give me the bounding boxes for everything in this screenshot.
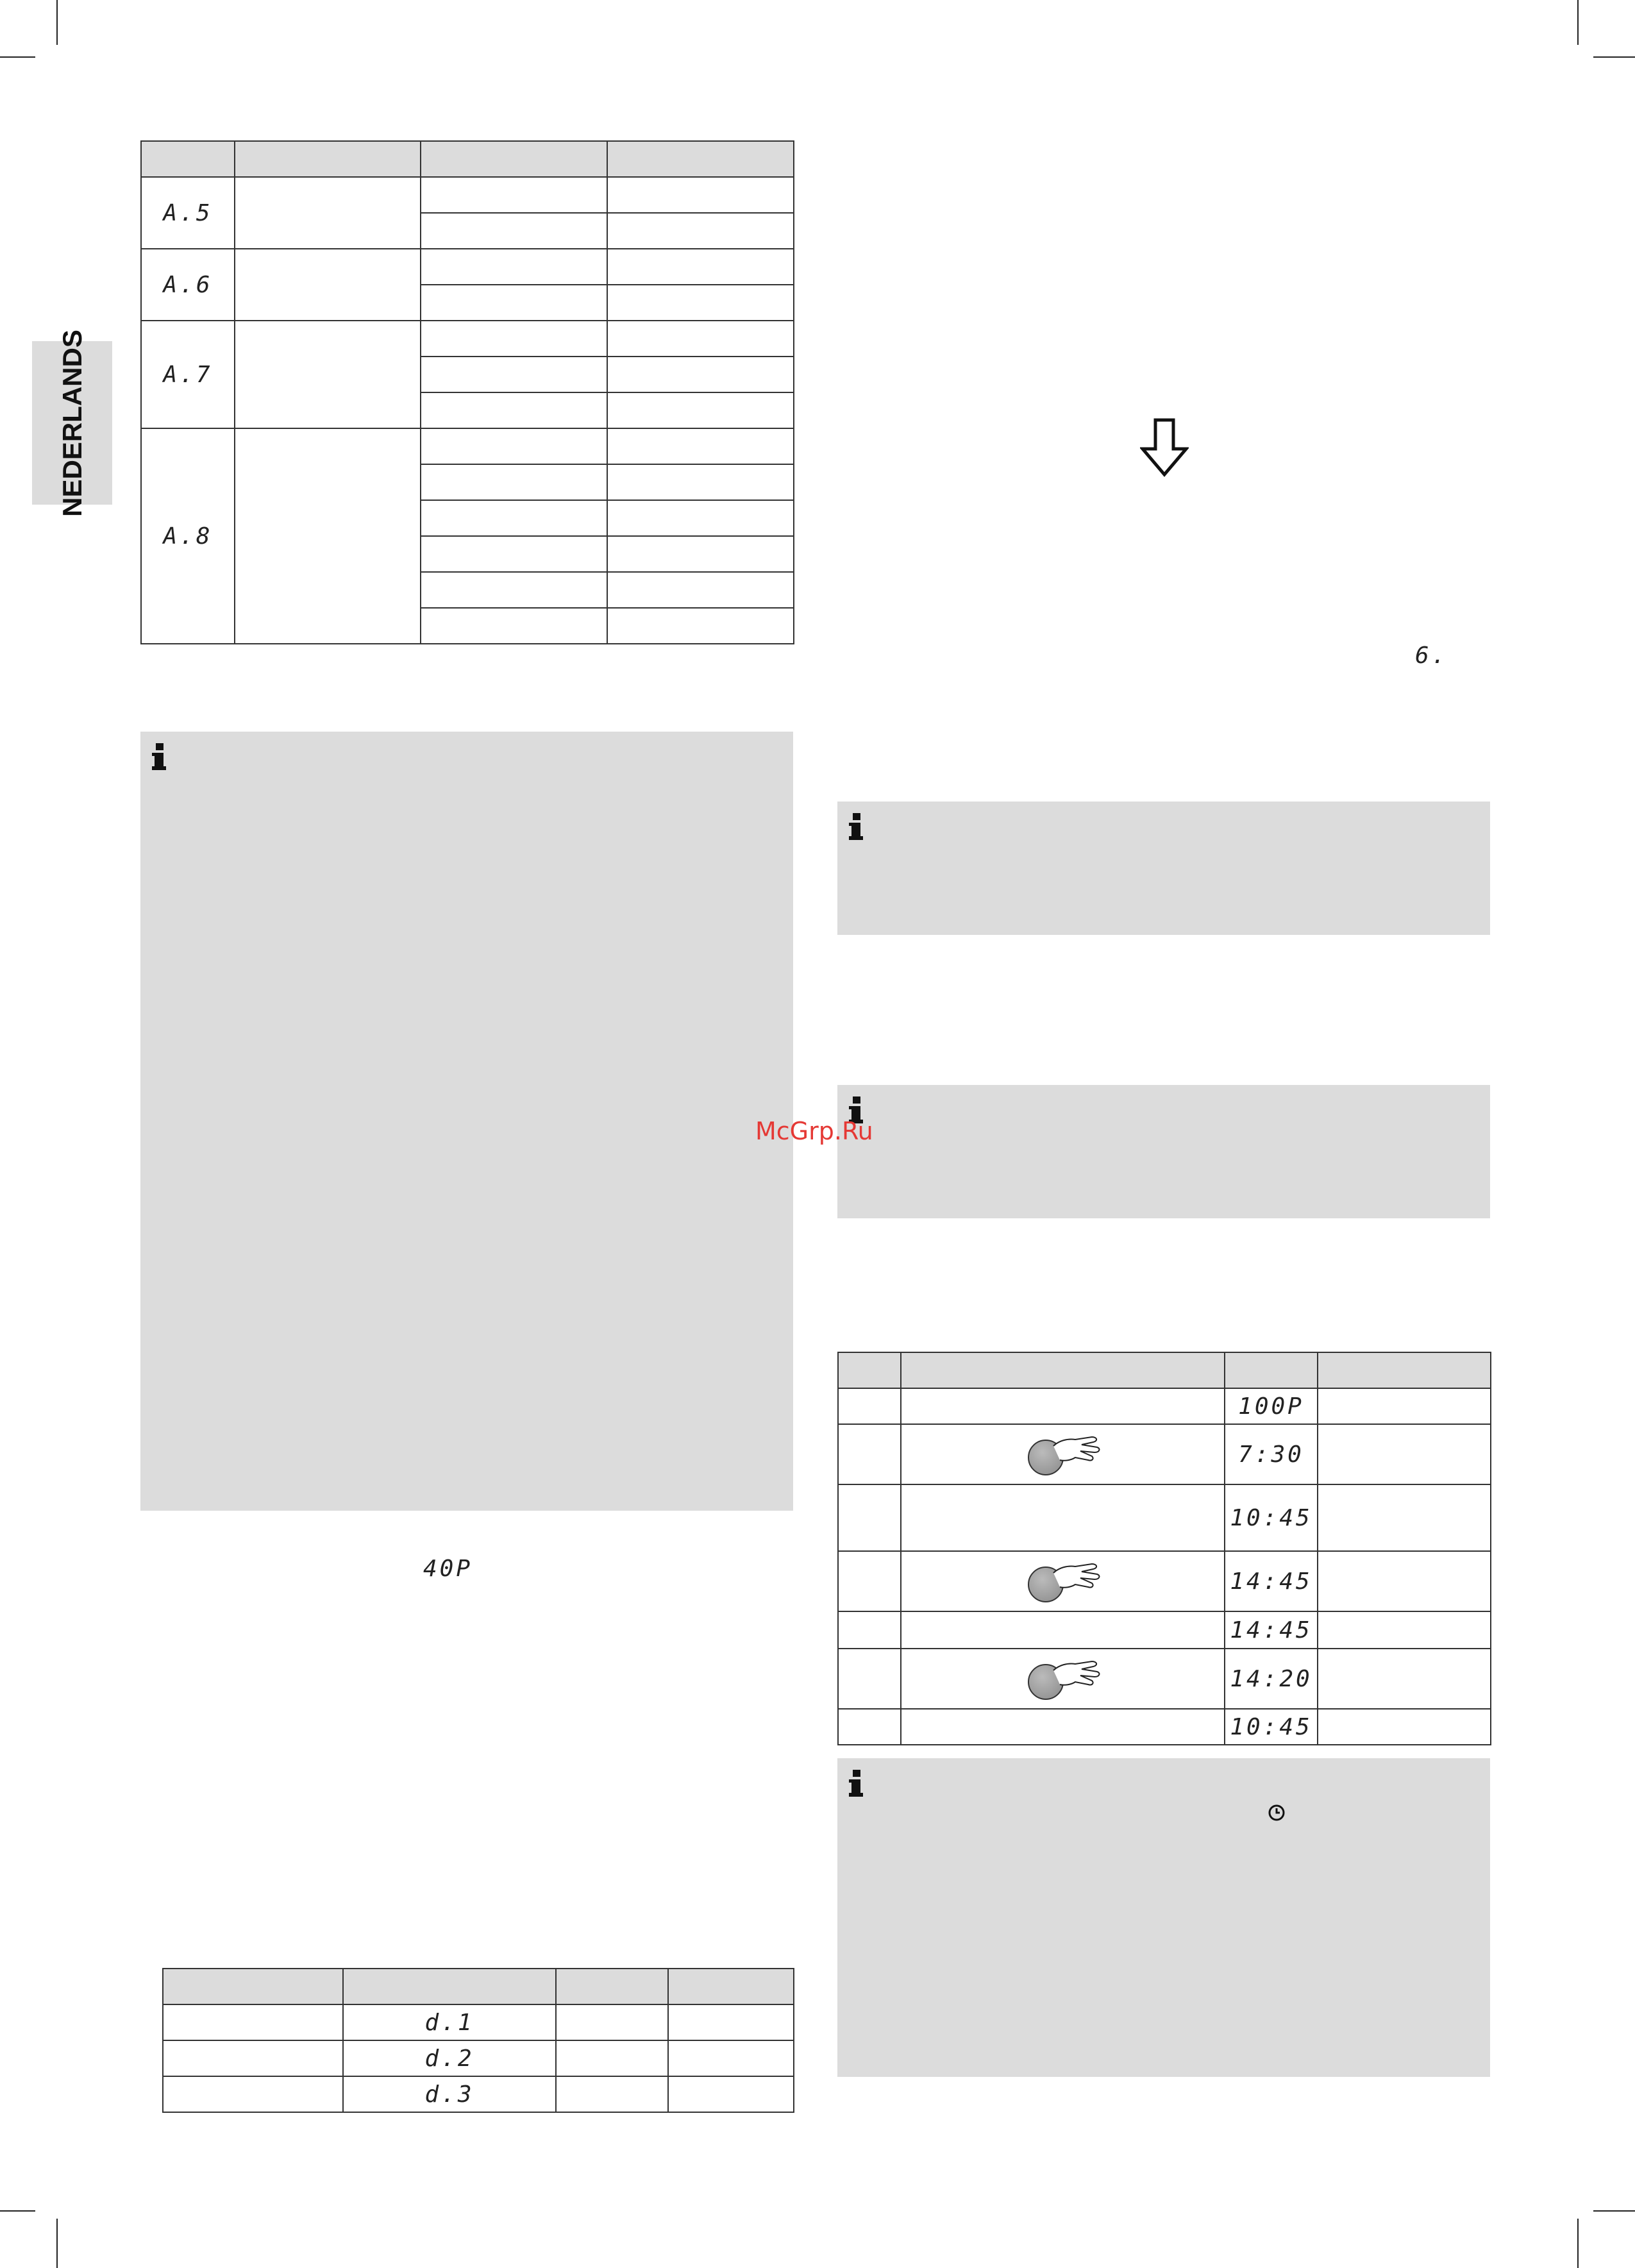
info-box — [140, 732, 793, 1511]
clock-display: 10:45 — [1230, 1504, 1312, 1531]
crop-mark — [0, 56, 35, 58]
table-row — [163, 2076, 794, 2112]
clock-display: 100P — [1238, 1393, 1304, 1420]
table-header-row — [141, 141, 794, 177]
crop-mark — [0, 2210, 35, 2212]
auto-program-table — [140, 140, 794, 644]
info-box — [837, 1085, 1490, 1218]
display-code: A.7 — [163, 361, 213, 388]
crop-mark — [1593, 56, 1635, 58]
display-code: A.5 — [163, 199, 213, 226]
table-header-row — [163, 1969, 794, 2004]
crop-mark — [56, 2219, 58, 2268]
table-row — [838, 1709, 1491, 1745]
power-display: 40P — [423, 1556, 473, 1582]
display-code: A.6 — [163, 271, 213, 298]
table-row — [141, 321, 794, 357]
table-row — [838, 1388, 1491, 1424]
table-row — [838, 1551, 1491, 1611]
clock-display: 14:45 — [1230, 1617, 1312, 1643]
clock-display: 14:45 — [1230, 1568, 1312, 1595]
crop-mark — [1577, 0, 1579, 45]
clock-icon — [1268, 1804, 1286, 1822]
clock-setting-table — [837, 1352, 1491, 1745]
language-tab-label: NEDERLANDS — [56, 329, 87, 517]
table-row — [163, 2004, 794, 2040]
table-header-row — [838, 1352, 1491, 1388]
table-row — [838, 1611, 1491, 1649]
crop-mark — [1593, 2210, 1635, 2212]
info-box — [837, 1758, 1490, 2077]
dial-knob-icon — [1021, 1431, 1105, 1475]
table-row — [838, 1649, 1491, 1709]
dial-knob-icon — [1021, 1655, 1105, 1700]
table-row — [838, 1424, 1491, 1484]
info-icon — [848, 813, 867, 841]
table-row — [838, 1484, 1491, 1551]
table-row — [141, 249, 794, 285]
watermark: McGrp.Ru — [755, 1117, 873, 1145]
crop-mark — [1577, 2219, 1579, 2268]
crop-mark — [56, 0, 58, 45]
table-row — [141, 177, 794, 213]
defrost-code: d.3 — [424, 2081, 474, 2108]
info-icon — [848, 1770, 867, 1798]
step-display: 6. — [1415, 643, 1448, 669]
display-code: A.8 — [163, 523, 213, 550]
language-tab — [32, 329, 112, 517]
info-box — [837, 802, 1490, 935]
table-row — [141, 428, 794, 464]
defrost-code: d.2 — [424, 2045, 474, 2072]
arrow-down-icon — [1140, 418, 1189, 477]
defrost-code: d.1 — [424, 2009, 474, 2036]
clock-display: 10:45 — [1230, 1713, 1312, 1740]
defrost-table — [162, 1968, 794, 2113]
table-row — [163, 2040, 794, 2076]
clock-display: 7:30 — [1238, 1441, 1304, 1468]
dial-knob-icon — [1021, 1558, 1105, 1602]
info-icon — [151, 743, 170, 771]
clock-display: 14:20 — [1230, 1665, 1312, 1692]
